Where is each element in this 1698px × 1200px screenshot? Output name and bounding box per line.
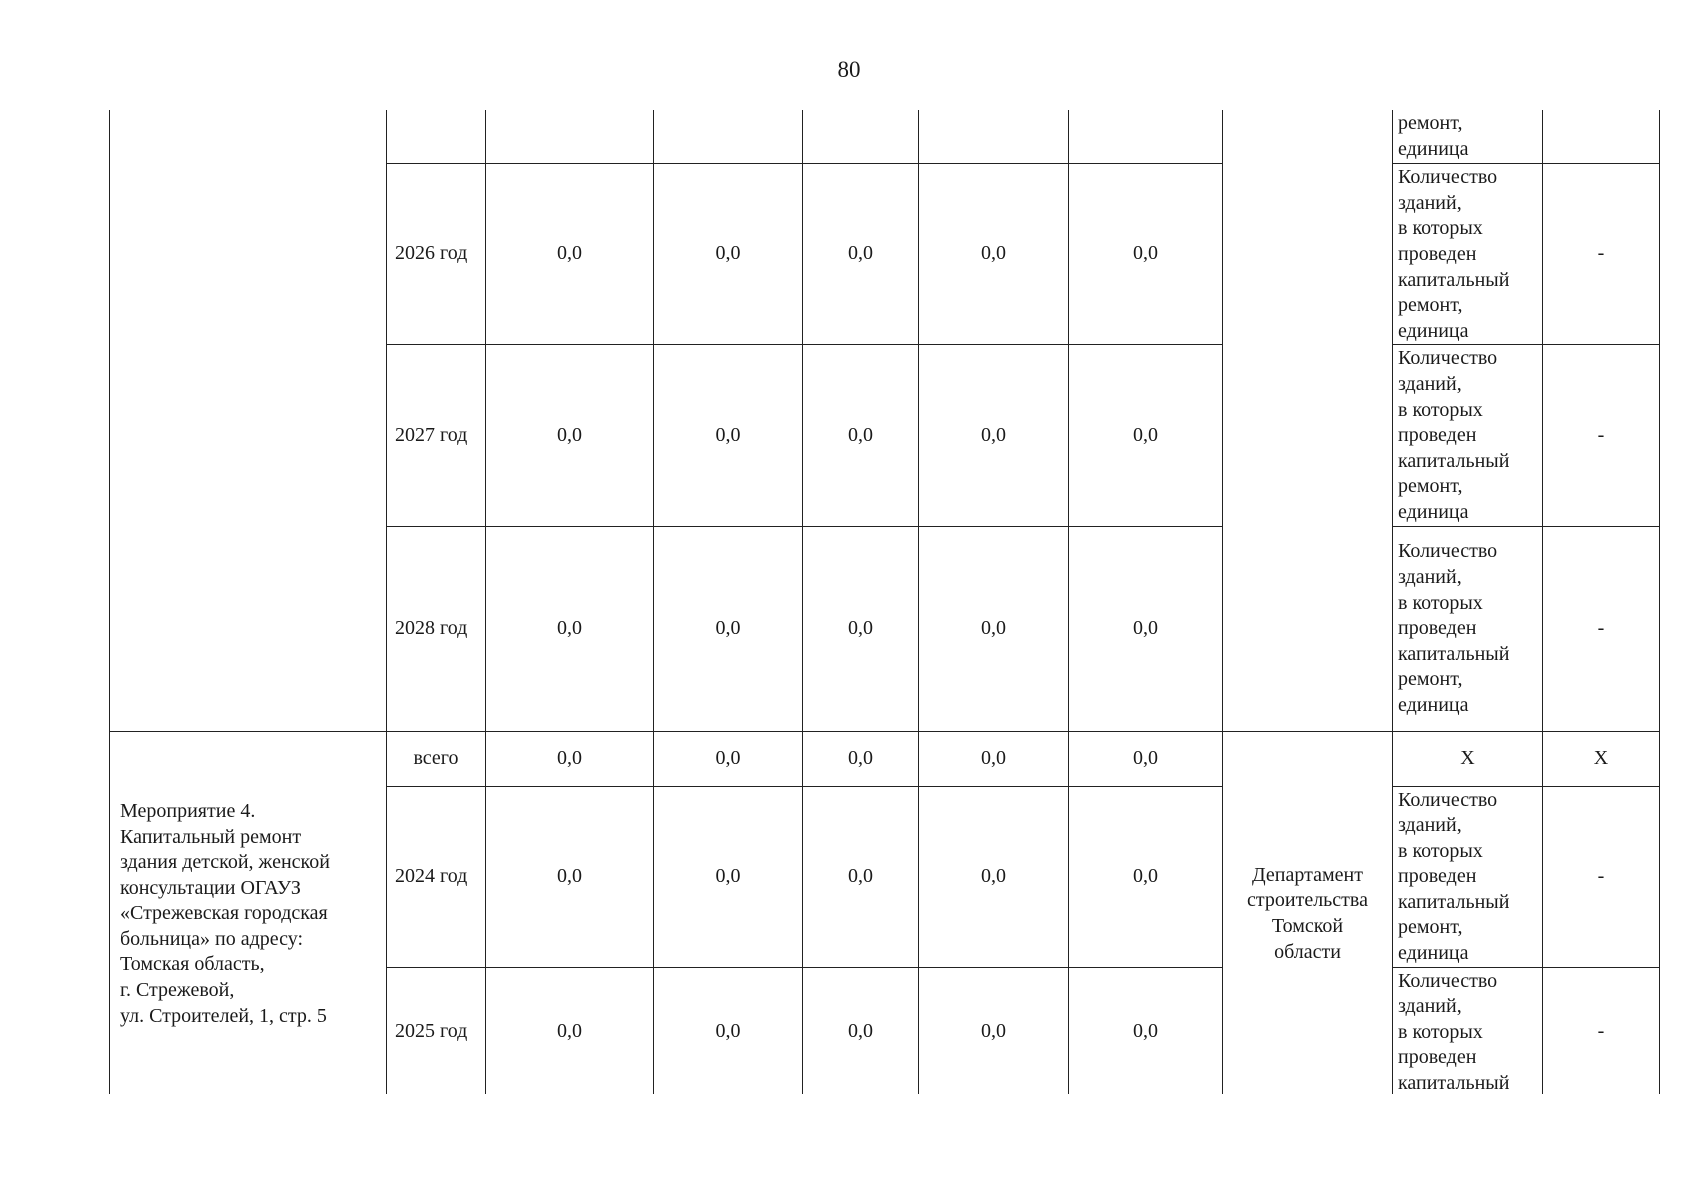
value-cell: 0,0 (1069, 345, 1223, 526)
indicator-value-cell: - (1543, 786, 1660, 967)
value-cell: 0,0 (654, 967, 803, 1094)
value-cell: 0,0 (803, 786, 919, 967)
table-row-continued-top (110, 110, 1660, 164)
value-cell: 0,0 (803, 967, 919, 1094)
indicator-cell: X (1393, 731, 1543, 786)
value-cell: 0,0 (1069, 164, 1223, 345)
value-cell: 0,0 (486, 731, 654, 786)
value-cell: 0,0 (486, 345, 654, 526)
value-cell: 0,0 (486, 786, 654, 967)
indicator-cell: ремонт, единица (1393, 110, 1543, 164)
value-cell: 0,0 (919, 526, 1069, 731)
value-cell: 0,0 (803, 164, 919, 345)
indicator-value-cell: - (1543, 967, 1660, 1094)
indicator-cell: Количество зданий, в которых проведен капитальный ремонт, единица (1393, 345, 1543, 526)
budget-table (109, 110, 1660, 1094)
value-cell: 0,0 (919, 786, 1069, 967)
indicator-value-cell: - (1543, 526, 1660, 731)
executor-cell-continued (1223, 110, 1393, 731)
event-cell-continued (110, 110, 387, 731)
value-cell: 0,0 (1069, 526, 1223, 731)
indicator-value-cell: - (1543, 164, 1660, 345)
year-cell: 2028 год (387, 526, 486, 731)
value-cell: 0,0 (919, 345, 1069, 526)
value-cell: 0,0 (803, 731, 919, 786)
value-cell: 0,0 (919, 967, 1069, 1094)
event-4-cell (110, 731, 387, 1094)
value-cell: 0,0 (486, 967, 654, 1094)
indicator-cell: Количество зданий, в которых проведен капитальный ремонт, единица (1393, 526, 1543, 731)
indicator-cell: Количество зданий, в которых проведен капитальный ремонт, единица (1393, 164, 1543, 345)
year-cell: 2027 год (387, 345, 486, 526)
value-cell: 0,0 (486, 526, 654, 731)
event-4-title: Мероприятие 4. Капитальный ремонт здания детской, женской консультации ОГАУЗ «Стрежевская городская больница» по адресу: Томская область, г. Стрежевой, ул. Строителей, 1, стр. 5 (120, 799, 330, 1027)
value-cell: 0,0 (654, 345, 803, 526)
value-cell: 0,0 (654, 786, 803, 967)
executor-name: Департамент строительства Томской области (1247, 863, 1368, 963)
year-cell: 2025 год (387, 967, 486, 1094)
indicator-value-cell: X (1543, 731, 1660, 786)
value-cell: 0,0 (919, 164, 1069, 345)
value-cell: 0,0 (919, 731, 1069, 786)
table-row-total (110, 731, 1660, 786)
value-cell: 0,0 (654, 164, 803, 345)
value-cell: 0,0 (654, 526, 803, 731)
page-number: 80 (837, 57, 861, 82)
year-cell: 2026 год (387, 164, 486, 345)
value-cell: 0,0 (486, 164, 654, 345)
table-wrapper (109, 110, 1660, 1094)
indicator-value-cell: - (1543, 345, 1660, 526)
value-cell: 0,0 (803, 345, 919, 526)
value-cell: 0,0 (1069, 967, 1223, 1094)
value-cell: 0,0 (654, 731, 803, 786)
indicator-cell: Количество зданий, в которых проведен капитальный ремонт, единица (1393, 786, 1543, 967)
value-cell: 0,0 (1069, 786, 1223, 967)
value-cell: 0,0 (803, 526, 919, 731)
year-cell: 2024 год (387, 786, 486, 967)
value-cell: 0,0 (1069, 731, 1223, 786)
executor-cell (1223, 731, 1393, 1094)
indicator-cell: Количество зданий, в которых проведен капитальный (1393, 967, 1543, 1094)
total-label-cell: всего (387, 731, 486, 786)
